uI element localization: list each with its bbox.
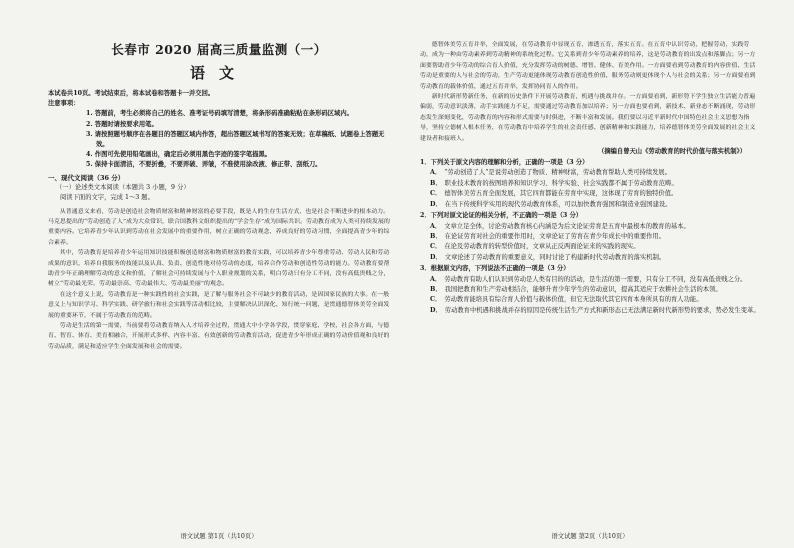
answer-option bbox=[430, 189, 760, 199]
option-text: 我国把教育和生产劳动相结合，能够升青少年学生的劳动意识，提高其适应于农耕社会生活的本领。 bbox=[444, 285, 722, 293]
option-letter: B． bbox=[430, 179, 442, 187]
option-text: “劳动创造了人”是说劳动创造了物质、精神财富，劳动教育帮助人类可持续发展。 bbox=[444, 169, 672, 177]
option-letter: A． bbox=[430, 169, 442, 177]
passage-paragraph: 新时代新形势新任务，在新的历史条件下开展劳动教育，机遇与挑战并存。一方面要看到，新形势下学生独立生活能力普遍偏弱，劳动意识淡薄，动手实践能力不足，需要通过劳动教育加以培养；另一方面也要看到，新技术、新业态不断涌现，劳动形态发生深刻变化，劳动教育的内容和形式需要与时俱进，不断丰富和发展。我们要以习近平新时代中国特色社会主义思想为指导，坚持立德树人根本任务，在劳动教育中培养学生的社会责任感、创新精神和实践能力，培养德智体美劳全面发展的社会主义建设者和接班人。 bbox=[420, 94, 756, 142]
reading-instruction: 阅读下面的文字，完成 1～3 题。 bbox=[60, 194, 154, 202]
answer-option bbox=[430, 179, 760, 189]
option-letter: D． bbox=[430, 253, 442, 261]
exam-title: 长春市 2020 届高三质量监测（一） bbox=[111, 42, 327, 57]
option-letter: B． bbox=[430, 285, 442, 293]
option-letter: C． bbox=[430, 190, 442, 198]
question-2 bbox=[420, 211, 760, 263]
exam-page-2 bbox=[420, 40, 760, 540]
passage-paragraph: 其中，劳动教育是培养青少年运用知识技能积极创造财富和物质财富的教育实践，可以培养青少年尊重劳动、劳动人民和劳动成果的意识，培养自我服务的技能以及认真、负责、创造性地对待劳动的态度，培养合作劳动和创造性劳动的能力。劳动教育要帮助青少年正确理解劳动的意义和价值，了解社会可持续发展与个人职业规划的关系，明白劳动只有分工不同，没有高低贵贱之分，树立“劳动最光荣、劳动最崇高、劳动最伟大、劳动最美丽”的观念。 bbox=[48, 250, 390, 288]
answer-option bbox=[430, 200, 760, 210]
page-footer: 语文试题 第2页（共10页） bbox=[551, 533, 629, 540]
answer-option bbox=[430, 285, 760, 295]
option-letter: D． bbox=[430, 306, 442, 314]
option-text: 文章论述了劳动教育的重要意义，同时讨论了构建新时代劳动教育的落实机制。 bbox=[444, 253, 666, 261]
option-text: 劳动教育中机遇和挑战并存的原因是传统生活生产方式和新形态已无法满足新时代新形势的要求，势必发生变革。 bbox=[444, 306, 760, 314]
answer-option bbox=[430, 232, 760, 242]
option-text: 德智体美劳五育全面发展，其它四育都能在劳育中实现，这体现了劳育的独特价值。 bbox=[444, 190, 678, 198]
passage-source: （摘编自曾天山《劳动教育的时代价值与落实机制》） bbox=[598, 148, 746, 156]
option-text: 在论及劳动教育的转型价值时，文章从正反两面论证来的实践的现实。 bbox=[444, 243, 640, 251]
page-footer: 语文试题 第1页（共10页） bbox=[180, 533, 258, 540]
option-letter: C． bbox=[430, 296, 442, 304]
exam-page-1 bbox=[48, 40, 390, 540]
option-text: 职业技术教育的按图培养和知识学习、科学实验、社会实践都不属于劳动教育范畴。 bbox=[444, 179, 678, 187]
subject-heading: 语文 bbox=[189, 64, 248, 82]
note-item: 3. 请按照题号顺序在各题目的答题区域内作答，超出答题区域书写的答案无效；在草稿纸、试题卷上答题无效。 bbox=[86, 130, 385, 149]
answer-option bbox=[430, 168, 760, 178]
note-item: 4. 作图可先使用铅笔画出，确定后必须用黑色字迹的签字笔描黑。 bbox=[86, 151, 272, 159]
subsection-title: （一）论述类文本阅读（本题共 3 小题，9 分） bbox=[56, 184, 190, 192]
exam-intro: 本试卷共10页。考试结束后，将本试卷和答题卡一并交回。 bbox=[48, 90, 215, 97]
answer-option bbox=[430, 275, 760, 285]
question-stem: 3．根据原文内容，下列说法不正确的一项是（3 分） bbox=[420, 265, 570, 273]
option-text: 劳动教育能培具有综合育人价值与载体价值，但它无法取代其它四育本身所具有的育人功能。 bbox=[444, 296, 703, 304]
notes-label: 注意事项： bbox=[48, 100, 80, 108]
option-text: 在当下传统科学实用的现代劳动教育体系，可以加快教育强国和制造业强国建设。 bbox=[444, 200, 672, 208]
note-item: 1. 答题前，考生必须将自己的姓名、准考证号码填写清楚，将条形码准确粘贴在条形码区域内。 bbox=[86, 110, 353, 118]
notes-block bbox=[48, 99, 390, 170]
option-text: 文章立足全体，讨论劳动教育核心内涵是为后文论证劳育是五育中最根本的教育的基本。 bbox=[444, 222, 690, 230]
answer-option bbox=[430, 295, 760, 305]
section-title: 一、现代文阅读（36 分） bbox=[48, 173, 125, 182]
answer-option bbox=[430, 242, 760, 252]
note-item: 2. 答题时请按要求用笔。 bbox=[86, 120, 158, 128]
passage-paragraph: 德智体美劳五育并举，全面发展，在劳动教育中显现五育，渗透五育，落实五育。在五育中认识劳动，把握劳动，实践劳动，成为一种由劳动素养到劳动精神的系统化过程。它关系到青少年劳动素养的培养，这是劳动教育的出发点和落脚点；另一方面要帮助青少年劳动的综合育人价值，充分发挥劳动的树德、增智、健体、育美作用。一方面要看到劳动教育的内容价值，生活劳动是重要的人与社会的劳动，生产劳动更能体现劳动教育创造性价值，服务劳动则更体现个人与社会的关系；另一方面要看到劳动教育的载体价值，通过五育并举，发挥协同育人的作用。 bbox=[420, 42, 756, 90]
option-letter: B． bbox=[430, 232, 442, 240]
question-1 bbox=[420, 158, 760, 210]
option-letter: D． bbox=[430, 200, 442, 208]
question-stem: 2．下列对原文论证的相关分析，不正确的一项是（3 分） bbox=[420, 212, 583, 220]
passage-paragraph: 在这个意义上说，劳动教育是一种实践性的社会实践，是了解与服务社会不可缺少的教育活动，是因国家民族的大事。在一般意义上与知识学习、科学实践、研学旅行和社会实践等活动相比较，主要解决认识深化、知行统一问题，是贯通德智体美劳全面发展的重要环节，不属于劳动教育的范畴。 bbox=[48, 291, 390, 319]
answer-option bbox=[430, 306, 760, 316]
answer-option bbox=[430, 253, 760, 263]
option-text: 在论证劳育对社会的重要作用时，文章论证了劳育在青少年成长中的重要作用。 bbox=[444, 232, 666, 240]
option-text: 劳动教育有助人们认识到劳动是人类有目的的活动，是生活的第一需要，只有分工不同，没有高低贵贱之分。 bbox=[444, 275, 747, 283]
passage-paragraph: 从普通意义来看，劳动是创造社会物质财富和精神财富的必要手段，既是人的生存生活方式，也是社会不断进步的根本动力。马克思提出的“劳动创造了人”成为大众常识，联合国教科文组织提出的“学会生存”成为国际共识。劳动教育成为人类可持续发展的重要内容。它培养青少年认识到劳动在社会发展中的重要作用，树立正确的劳动观念，养成良好的劳动习惯，全面提高青少年的综合素养。 bbox=[48, 208, 390, 246]
option-letter: A． bbox=[430, 275, 442, 283]
passage-paragraph: 劳动是生活的第一需要，当前要将劳动教育纳入人才培养全过程，贯通大中小学各学段，贯穿家庭、学校、社会各方面，与德育、智育、体育、美育相融合，开展形式多样、内容丰富、有效创新的劳动教育活动，促进青少年形成正确的劳动价值观和良好的劳动品质，满足和适应学生全面发展和社会的需要。 bbox=[48, 323, 390, 350]
note-item: 5. 保持卡面清洁，不要折叠，不要弄破、弄皱，不准使用涂改液、修正带、刮纸刀。 bbox=[86, 161, 322, 169]
question-3 bbox=[420, 264, 760, 316]
option-letter: C． bbox=[430, 243, 442, 251]
answer-option bbox=[430, 222, 760, 232]
option-letter: A． bbox=[430, 222, 442, 230]
question-stem: 1．下列关于原文内容的理解和分析，正确的一项是（3 分） bbox=[420, 159, 589, 167]
